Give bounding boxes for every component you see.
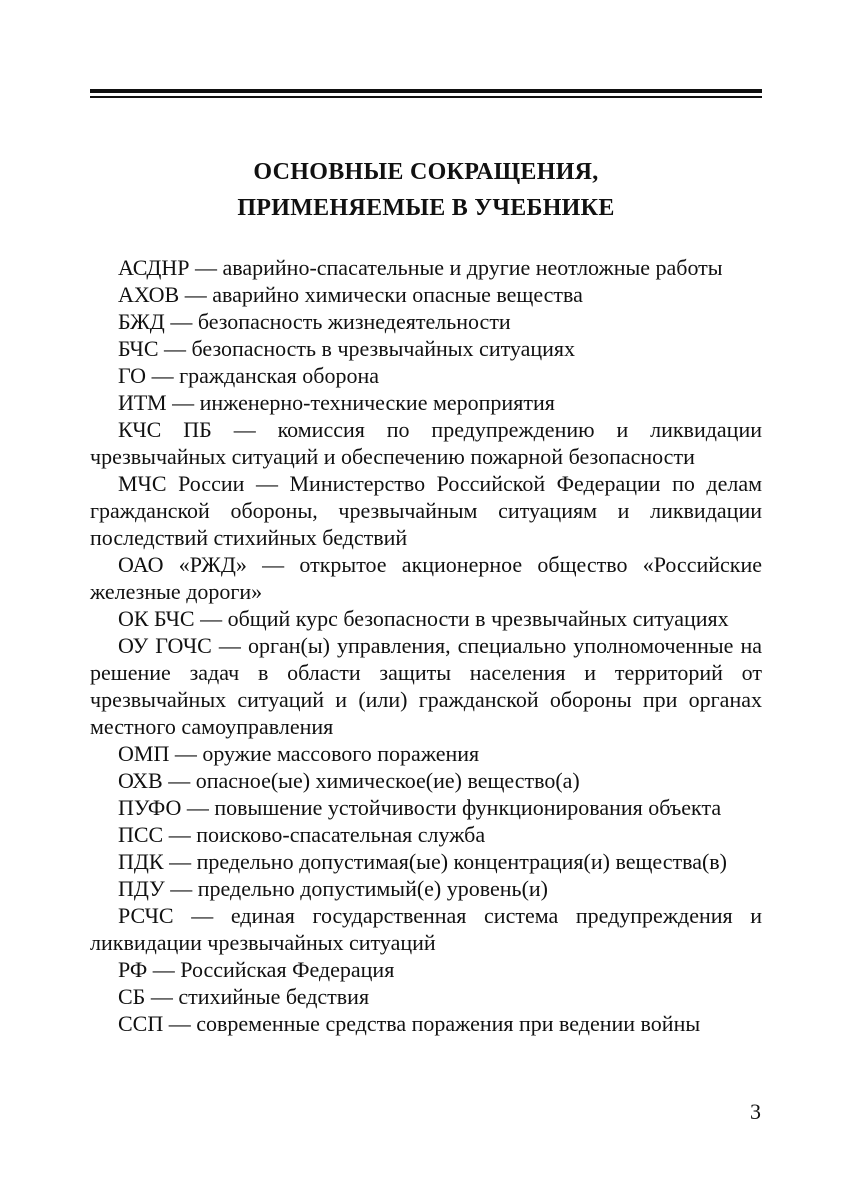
header-rule-thin bbox=[90, 96, 762, 98]
abbreviation-entry bbox=[90, 956, 762, 983]
abbreviation-dash: — bbox=[172, 390, 195, 415]
abbreviation-term: КЧС ПБ bbox=[118, 417, 212, 442]
abbreviation-definition: оружие массового поражения bbox=[202, 741, 480, 766]
abbreviation-entry bbox=[90, 740, 762, 767]
abbreviation-term: ПУФО bbox=[118, 795, 182, 820]
abbreviation-entry bbox=[90, 821, 762, 848]
abbreviation-term: ОК БЧС bbox=[118, 606, 195, 631]
abbreviation-definition: единая государственная система предупреждения и ликвидации чрезвычайных ситуаций bbox=[90, 903, 763, 955]
abbreviation-entry bbox=[90, 875, 762, 902]
abbreviation-dash: — bbox=[168, 768, 191, 793]
abbreviation-term: ИТМ bbox=[118, 390, 167, 415]
abbreviation-term: ПДУ bbox=[118, 876, 165, 901]
abbreviation-dash: — bbox=[152, 957, 175, 982]
abbreviation-term: РФ bbox=[118, 957, 148, 982]
abbreviation-entry bbox=[90, 470, 762, 551]
abbreviation-dash: — bbox=[150, 984, 173, 1009]
abbreviation-dash: — bbox=[164, 336, 187, 361]
abbreviation-entry bbox=[90, 767, 762, 794]
abbreviation-definition: открытое акционерное общество «Российские железные дороги» bbox=[90, 552, 763, 604]
abbreviation-term: ОХВ bbox=[118, 768, 163, 793]
abbreviation-entry bbox=[90, 281, 762, 308]
abbreviation-entry bbox=[90, 254, 762, 281]
abbreviation-dash: — bbox=[186, 795, 209, 820]
abbreviation-definition: аварийно химически опасные вещества bbox=[212, 282, 583, 307]
abbreviation-term: СБ bbox=[118, 984, 146, 1009]
abbreviation-dash: — bbox=[168, 822, 191, 847]
abbreviation-term: ССП bbox=[118, 1011, 164, 1036]
abbreviation-term: БЧС bbox=[118, 336, 159, 361]
abbreviation-entry bbox=[90, 308, 762, 335]
abbreviation-definition: Российская Федерация bbox=[180, 957, 395, 982]
abbreviation-definition: поисково-спасательная служба bbox=[196, 822, 486, 847]
abbreviation-term: БЖД bbox=[118, 309, 165, 334]
abbreviation-dash: — bbox=[200, 606, 223, 631]
abbreviation-definition: аварийно-спасательные и другие неотложные работы bbox=[222, 255, 723, 280]
header-rule-thick bbox=[90, 89, 762, 93]
abbreviation-entry bbox=[90, 389, 762, 416]
abbreviation-definition: опасное(ые) химическое(ие) вещество(а) bbox=[195, 768, 580, 793]
page-title-line-1: ОСНОВНЫЕ СОКРАЩЕНИЯ, bbox=[253, 159, 599, 185]
abbreviation-dash: — bbox=[195, 255, 217, 280]
abbreviation-term: ОУ ГОЧС bbox=[118, 633, 212, 658]
abbreviation-entry bbox=[90, 902, 762, 956]
abbreviation-definition: орган(ы) управления, специально уполномоченные на решение задач в области защиты населения и территорий от чрезвычайных ситуаций и (или) гражданской обороны при органах местного самоуправления bbox=[90, 633, 763, 739]
abbreviation-definition: повышение устойчивости функционирования объекта bbox=[214, 795, 722, 820]
abbreviation-definition: предельно допустимый(е) уровень(и) bbox=[197, 876, 549, 901]
abbreviation-entry bbox=[90, 605, 762, 632]
abbreviation-dash: — bbox=[174, 741, 197, 766]
abbreviation-entry bbox=[90, 362, 762, 389]
abbreviation-term: ОМП bbox=[118, 741, 170, 766]
abbreviation-term: ОАО «РЖД» bbox=[118, 552, 247, 577]
abbreviation-term: МЧС России bbox=[118, 471, 245, 496]
page-number: 3 bbox=[750, 1099, 761, 1124]
abbreviation-dash: — bbox=[170, 309, 193, 334]
abbreviation-entry bbox=[90, 794, 762, 821]
abbreviation-definition: современные средства поражения при ведении войны bbox=[196, 1011, 701, 1036]
abbreviation-definition: стихийные бедствия bbox=[178, 984, 370, 1009]
abbreviation-entry bbox=[90, 632, 762, 740]
abbreviation-dash: — bbox=[262, 552, 285, 577]
page-title bbox=[90, 154, 762, 226]
abbreviation-list bbox=[90, 254, 762, 1037]
abbreviation-dash: — bbox=[255, 471, 278, 496]
abbreviation-dash: — bbox=[184, 282, 207, 307]
abbreviation-entry bbox=[90, 416, 762, 470]
abbreviation-term: АХОВ bbox=[118, 282, 180, 307]
abbreviation-term: ПСС bbox=[118, 822, 164, 847]
abbreviation-dash: — bbox=[169, 849, 192, 874]
abbreviation-entry bbox=[90, 335, 762, 362]
abbreviation-definition: предельно допустимая(ые) концентрация(и) вещества(в) bbox=[196, 849, 727, 874]
abbreviation-definition: безопасность в чрезвычайных ситуациях bbox=[191, 336, 576, 361]
abbreviation-dash: — bbox=[151, 363, 174, 388]
abbreviation-term: АСДНР bbox=[118, 255, 190, 280]
abbreviation-term: РСЧС bbox=[118, 903, 174, 928]
abbreviation-definition: общий курс безопасности в чрезвычайных ситуациях bbox=[227, 606, 729, 631]
abbreviation-entry bbox=[90, 848, 762, 875]
abbreviation-definition: комиссия по предупреждению и ликвидации чрезвычайных ситуаций и обеспечению пожарной безопасности bbox=[90, 417, 762, 469]
abbreviation-entry bbox=[90, 983, 762, 1010]
abbreviation-term: ПДК bbox=[118, 849, 164, 874]
abbreviation-entry bbox=[90, 551, 762, 605]
abbreviation-dash: — bbox=[170, 876, 193, 901]
abbreviation-dash: — bbox=[168, 1011, 191, 1036]
abbreviation-definition: гражданская оборона bbox=[179, 363, 380, 388]
abbreviation-dash: — bbox=[218, 633, 241, 658]
abbreviation-entry bbox=[90, 1010, 762, 1037]
abbreviation-dash: — bbox=[191, 903, 214, 928]
page-title-line-2: ПРИМЕНЯЕМЫЕ В УЧЕБНИКЕ bbox=[237, 195, 615, 221]
abbreviation-definition: Министерство Российской Федерации по делам гражданской обороны, чрезвычайным ситуациям и ликвидации последствий стихийных бедствий bbox=[90, 471, 763, 550]
abbreviation-definition: инженерно-технические мероприятия bbox=[199, 390, 555, 415]
abbreviation-term: ГО bbox=[118, 363, 147, 388]
abbreviation-definition: безопасность жизнедеятельности bbox=[197, 309, 511, 334]
abbreviation-dash: — bbox=[233, 417, 256, 442]
